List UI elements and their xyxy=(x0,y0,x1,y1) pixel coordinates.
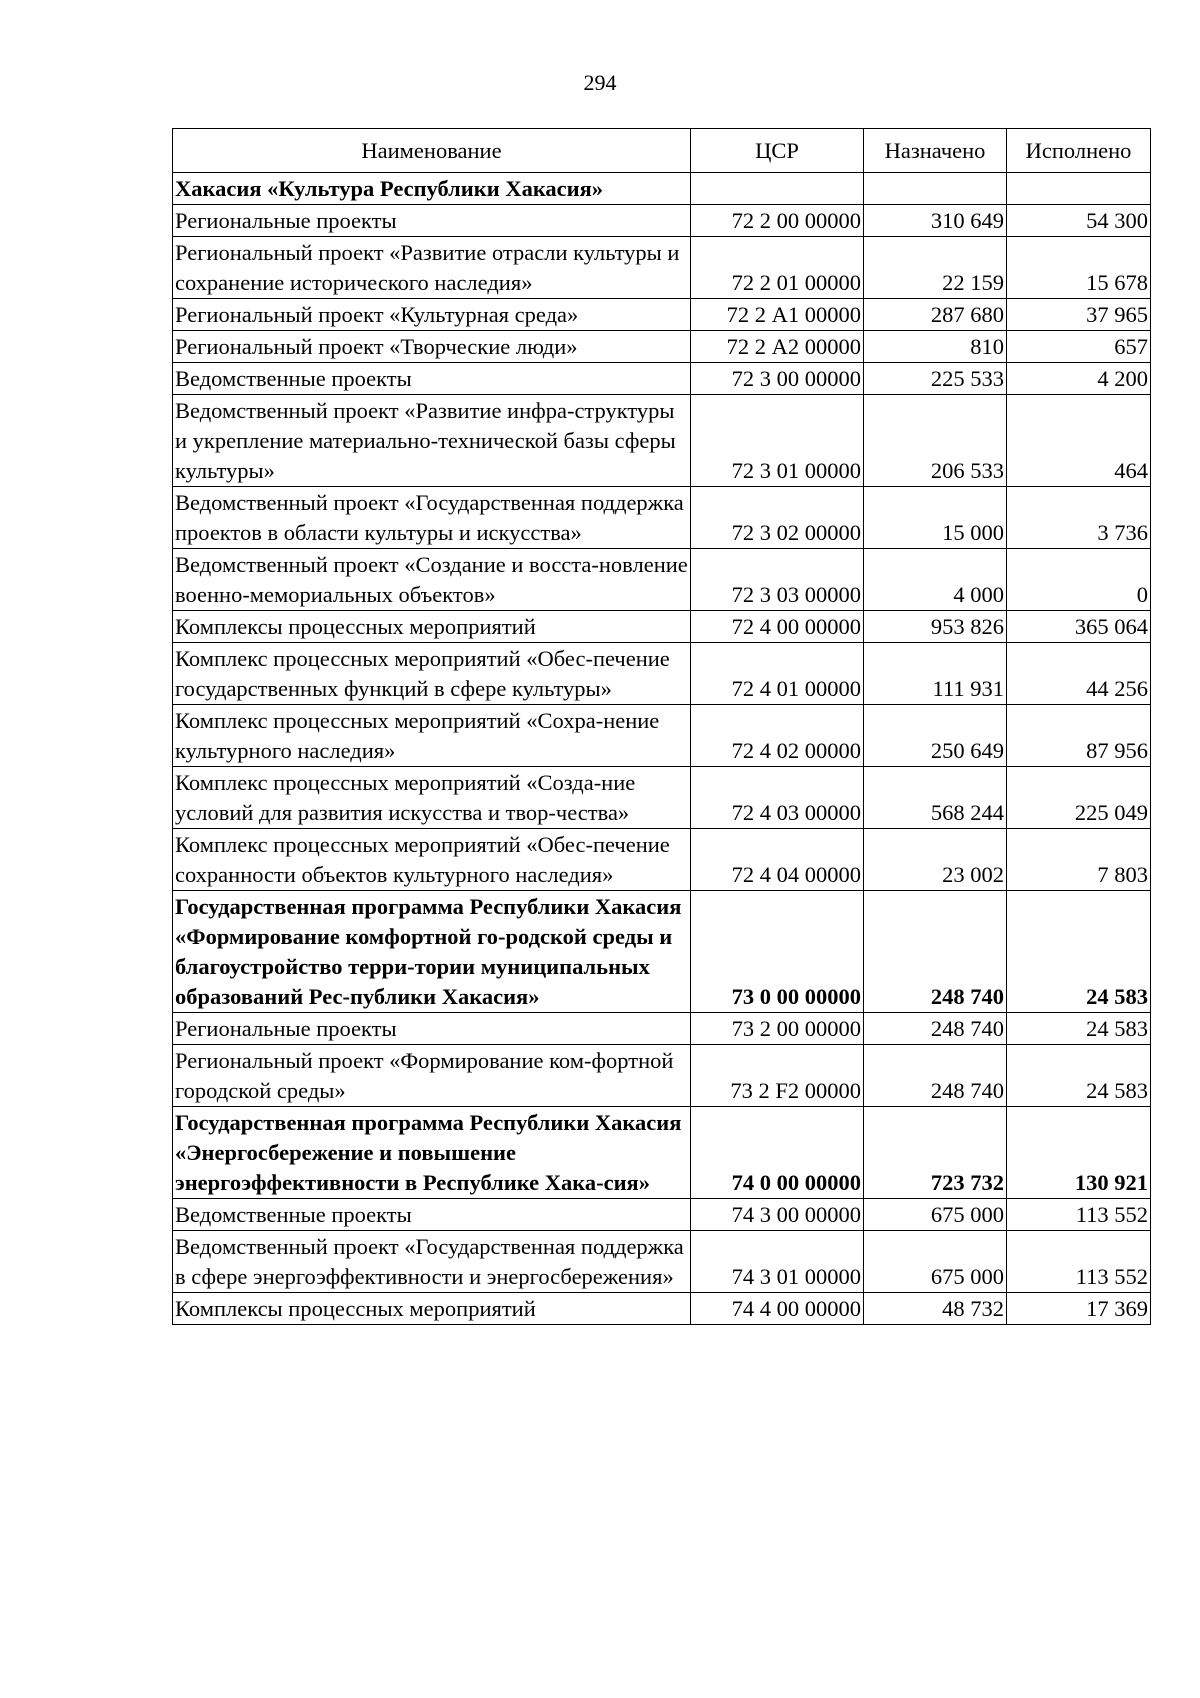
row-name-cell: Комплекс процессных мероприятий «Созда-ние условий для развития искусства и твор-чества» xyxy=(173,767,691,829)
header-csr: ЦСР xyxy=(691,129,864,173)
row-name-cell: Комплексы процессных мероприятий xyxy=(173,611,691,643)
row-executed-cell: 54 300 xyxy=(1007,205,1151,237)
row-executed-cell: 113 552 xyxy=(1007,1199,1151,1231)
row-assigned-cell: 22 159 xyxy=(864,237,1007,299)
row-csr-cell: 72 4 02 00000 xyxy=(691,705,864,767)
row-csr-cell xyxy=(691,173,864,205)
table-row xyxy=(173,891,1151,1013)
row-assigned-cell: 225 533 xyxy=(864,363,1007,395)
row-executed-cell: 7 803 xyxy=(1007,829,1151,891)
row-assigned-cell: 248 740 xyxy=(864,891,1007,1013)
row-name-cell: Хакасия «Культура Республики Хакасия» xyxy=(173,173,691,205)
row-executed-cell: 15 678 xyxy=(1007,237,1151,299)
row-assigned-cell: 23 002 xyxy=(864,829,1007,891)
row-assigned-cell: 953 826 xyxy=(864,611,1007,643)
row-csr-cell: 72 4 01 00000 xyxy=(691,643,864,705)
row-name-cell: Комплексы процессных мероприятий xyxy=(173,1293,691,1325)
table-row xyxy=(173,705,1151,767)
row-csr-cell: 74 0 00 00000 xyxy=(691,1107,864,1199)
table-row xyxy=(173,1231,1151,1293)
table-row xyxy=(173,1107,1151,1199)
table-body xyxy=(173,173,1151,1325)
row-name-cell: Ведомственный проект «Государственная поддержка в сфере энергоэффективности и энергосбережения» xyxy=(173,1231,691,1293)
page-number: 294 xyxy=(583,70,617,95)
row-assigned-cell: 48 732 xyxy=(864,1293,1007,1325)
table-row xyxy=(173,611,1151,643)
row-executed-cell: 657 xyxy=(1007,331,1151,363)
row-csr-cell: 72 2 00 00000 xyxy=(691,205,864,237)
row-assigned-cell xyxy=(864,173,1007,205)
row-csr-cell: 72 3 03 00000 xyxy=(691,549,864,611)
row-csr-cell: 74 3 01 00000 xyxy=(691,1231,864,1293)
row-csr-cell: 72 4 04 00000 xyxy=(691,829,864,891)
row-name-cell: Ведомственные проекты xyxy=(173,363,691,395)
row-executed-cell: 87 956 xyxy=(1007,705,1151,767)
row-name-cell: Государственная программа Республики Хакасия «Формирование комфортной го-родской среды и благоустройство терри-тории муниципальных образований Рес-публики Хакасия» xyxy=(173,891,691,1013)
row-executed-cell: 130 921 xyxy=(1007,1107,1151,1199)
row-executed-cell: 37 965 xyxy=(1007,299,1151,331)
row-name-cell: Региональный проект «Развитие отрасли культуры и сохранение исторического наследия» xyxy=(173,237,691,299)
row-csr-cell: 72 3 01 00000 xyxy=(691,395,864,487)
row-name-cell: Региональные проекты xyxy=(173,205,691,237)
table-row xyxy=(173,829,1151,891)
row-executed-cell: 44 256 xyxy=(1007,643,1151,705)
table-row xyxy=(173,205,1151,237)
row-name-cell: Государственная программа Республики Хакасия «Энергосбережение и повышение энергоэффективности в Республике Хака-сия» xyxy=(173,1107,691,1199)
table-row xyxy=(173,1293,1151,1325)
row-executed-cell: 464 xyxy=(1007,395,1151,487)
row-name-cell: Региональный проект «Культурная среда» xyxy=(173,299,691,331)
header-assigned: Назначено xyxy=(864,129,1007,173)
table-row xyxy=(173,363,1151,395)
table-row xyxy=(173,549,1151,611)
row-assigned-cell: 250 649 xyxy=(864,705,1007,767)
row-executed-cell: 365 064 xyxy=(1007,611,1151,643)
row-csr-cell: 73 2 F2 00000 xyxy=(691,1045,864,1107)
table-row xyxy=(173,1199,1151,1231)
table-row xyxy=(173,237,1151,299)
row-assigned-cell: 287 680 xyxy=(864,299,1007,331)
row-executed-cell: 17 369 xyxy=(1007,1293,1151,1325)
row-executed-cell: 24 583 xyxy=(1007,891,1151,1013)
row-csr-cell: 72 2 А1 00000 xyxy=(691,299,864,331)
row-csr-cell: 72 2 А2 00000 xyxy=(691,331,864,363)
row-assigned-cell: 310 649 xyxy=(864,205,1007,237)
row-assigned-cell: 4 000 xyxy=(864,549,1007,611)
row-assigned-cell: 111 931 xyxy=(864,643,1007,705)
row-csr-cell: 72 3 02 00000 xyxy=(691,487,864,549)
row-assigned-cell: 15 000 xyxy=(864,487,1007,549)
row-assigned-cell: 248 740 xyxy=(864,1045,1007,1107)
row-csr-cell: 72 4 03 00000 xyxy=(691,767,864,829)
row-name-cell: Ведомственные проекты xyxy=(173,1199,691,1231)
row-name-cell: Региональный проект «Творческие люди» xyxy=(173,331,691,363)
row-executed-cell xyxy=(1007,173,1151,205)
row-assigned-cell: 675 000 xyxy=(864,1199,1007,1231)
row-assigned-cell: 810 xyxy=(864,331,1007,363)
row-name-cell: Ведомственный проект «Государственная поддержка проектов в области культуры и искусства» xyxy=(173,487,691,549)
table-row xyxy=(173,299,1151,331)
table-header-row xyxy=(173,129,1151,173)
row-assigned-cell: 248 740 xyxy=(864,1013,1007,1045)
row-csr-cell: 72 3 00 00000 xyxy=(691,363,864,395)
row-executed-cell: 24 583 xyxy=(1007,1045,1151,1107)
row-csr-cell: 73 2 00 00000 xyxy=(691,1013,864,1045)
row-csr-cell: 74 3 00 00000 xyxy=(691,1199,864,1231)
header-executed: Исполнено xyxy=(1007,129,1151,173)
table-row xyxy=(173,767,1151,829)
header-name: Наименование xyxy=(173,129,691,173)
table-row xyxy=(173,643,1151,705)
table-row xyxy=(173,395,1151,487)
row-assigned-cell: 675 000 xyxy=(864,1231,1007,1293)
row-assigned-cell: 568 244 xyxy=(864,767,1007,829)
row-name-cell: Комплекс процессных мероприятий «Сохра-нение культурного наследия» xyxy=(173,705,691,767)
row-csr-cell: 72 2 01 00000 xyxy=(691,237,864,299)
row-name-cell: Комплекс процессных мероприятий «Обес-печение сохранности объектов культурного наследия» xyxy=(173,829,691,891)
table-row xyxy=(173,1013,1151,1045)
row-csr-cell: 74 4 00 00000 xyxy=(691,1293,864,1325)
row-name-cell: Комплекс процессных мероприятий «Обес-печение государственных функций в сфере культуры» xyxy=(173,643,691,705)
row-name-cell: Ведомственный проект «Развитие инфра-структуры и укрепление материально-технической базы сферы культуры» xyxy=(173,395,691,487)
table-row xyxy=(173,1045,1151,1107)
row-name-cell: Ведомственный проект «Создание и восста-новление военно-мемориальных объектов» xyxy=(173,549,691,611)
row-executed-cell: 4 200 xyxy=(1007,363,1151,395)
row-assigned-cell: 206 533 xyxy=(864,395,1007,487)
row-executed-cell: 113 552 xyxy=(1007,1231,1151,1293)
row-assigned-cell: 723 732 xyxy=(864,1107,1007,1199)
row-name-cell: Региональные проекты xyxy=(173,1013,691,1045)
table-row xyxy=(173,173,1151,205)
table-row xyxy=(173,487,1151,549)
table-row xyxy=(173,331,1151,363)
row-csr-cell: 73 0 00 00000 xyxy=(691,891,864,1013)
row-executed-cell: 0 xyxy=(1007,549,1151,611)
row-csr-cell: 72 4 00 00000 xyxy=(691,611,864,643)
row-executed-cell: 3 736 xyxy=(1007,487,1151,549)
row-executed-cell: 24 583 xyxy=(1007,1013,1151,1045)
budget-table xyxy=(172,128,1151,1325)
row-name-cell: Региональный проект «Формирование ком-фортной городской среды» xyxy=(173,1045,691,1107)
row-executed-cell: 225 049 xyxy=(1007,767,1151,829)
